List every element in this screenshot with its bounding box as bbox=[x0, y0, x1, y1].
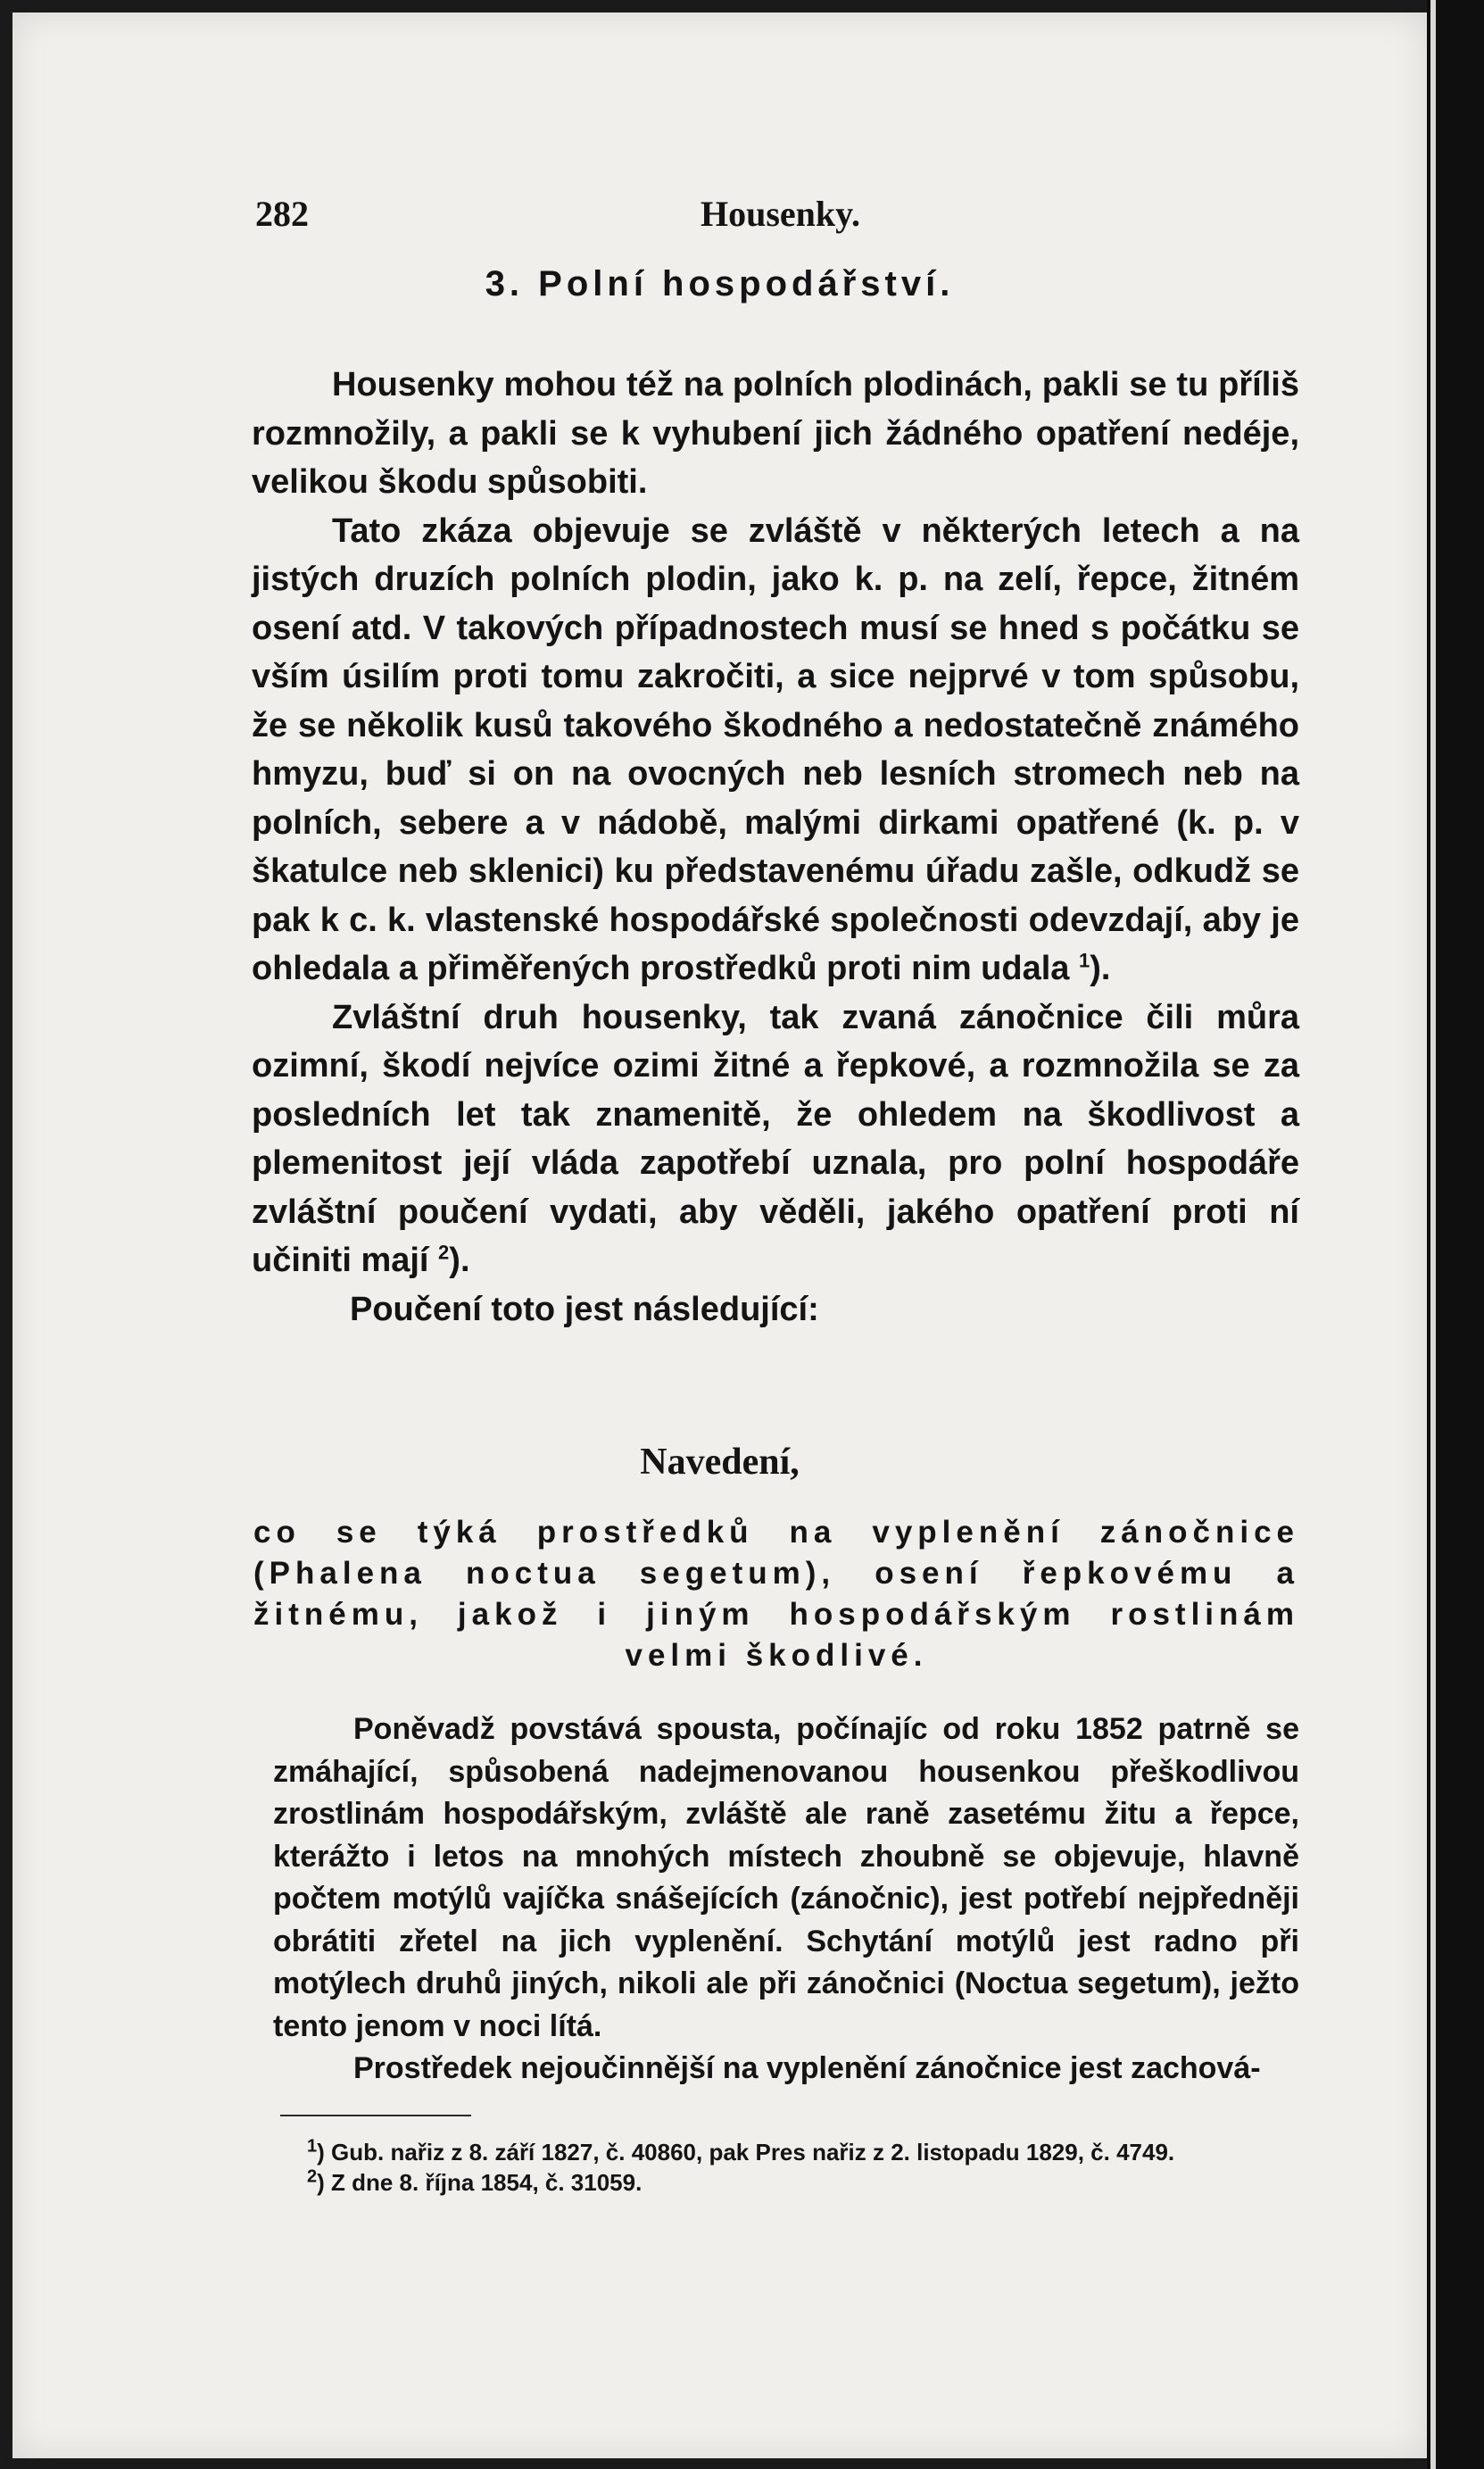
footnote-mark: 2 bbox=[438, 1241, 450, 1264]
main-text bbox=[252, 361, 1299, 1334]
footnotes bbox=[280, 2137, 1299, 2198]
instruction-text bbox=[273, 1708, 1299, 2091]
paragraph: Prostředek nejoučinnější na vyplenění zánočnice jest zachová- bbox=[353, 2051, 1261, 2085]
page-number: 282 bbox=[255, 194, 309, 234]
paragraph: Housenky mohou též na polních plodinách, pakli se tu příliš rozmnožily, a pakli se k vyhubení jich žádného opatření nedéje, velikou škodu spůsobiti. bbox=[252, 366, 1299, 501]
page-header bbox=[255, 193, 1299, 237]
footnote: $^1$) Gub. nařiz z 8. září 1827, č. 40860, pak Pres nařiz z 2. listopadu 1829, č. 4749. bbox=[307, 2136, 1175, 2166]
section-title: 3. Polní hospodářství. bbox=[485, 264, 955, 303]
running-title: Housenky. bbox=[701, 194, 860, 234]
paragraph: Zvláštní druh housenky, tak zvaná zánočnice čili můra ozimní, škodí nejvíce ozimi žitné a řepkové, a rozmnožila se za posledních let tak znamenitě, že ohledem na škodlivost a plemenitost její vláda zapotřebí uznala, pro polní hospodáře zvláštní poučení vydati, aby věděli, jakého opatření proti ní učiniti mají $^2$). bbox=[252, 998, 1299, 1279]
next-page-edge bbox=[1430, 0, 1436, 2469]
book-page bbox=[12, 12, 1427, 2458]
footnote-number: 2 bbox=[307, 2166, 318, 2187]
footnote-divider bbox=[280, 2115, 471, 2116]
paragraph: Poučení toto jest následující: bbox=[350, 1290, 819, 1328]
footnote-mark: 1 bbox=[1079, 949, 1090, 972]
paragraph: Poněvadž povstává spousta, počínajíc od roku 1852 patrně se zmáhající, spůsobená nadejmenovanou housenkou přeškodlivou zrostlinám hospodářským, zvláště ale raně zasetému žitu a řepce, kterážto i letos na mnohých místech zhoubně se objevuje, hlavně počtem motýlů vajíčka snášejících (zánočnic), jest potřebí nejpředněji obrátiti zřetel na jich vyplenění. Schytání motýlů jest radno při motýlech druhů jiných, nikoli ale při zánočnici (Noctua segetum), ježto tento jenom v noci lítá. bbox=[273, 1712, 1299, 2043]
footnote-number: 1 bbox=[307, 2136, 318, 2157]
footnote: $^2$) Z dne 8. října 1854, č. 31059. bbox=[307, 2166, 643, 2196]
subheading: Navedení, bbox=[640, 1442, 800, 1483]
paragraph: Tato zkáza objevuje se zvláště v některých letech a na jistých druzích polních plodin, jako k. p. na zelí, řepce, žitném osení atd. V takových případnostech musí se hned s počátku se vším úsilím proti tomu zakročiti, a sice nejprvé v tom spůsobu, že se několik kusů takového škodného a nedostatečně známého hmyzu, buď si on na ovocných neb lesních stromech neb na polních, sebere a v nádobě, malými dirkami opatřené (k. p. v škatulce neb sklenici) ku představenému úřadu zašle, odkudž se pak k c. k. vlastenské hospodářské společnosti odevzdají, aby je ohledala a přiměřených prostředků proti nim udala $^1$). bbox=[252, 511, 1299, 987]
scan-edge bbox=[1427, 0, 1484, 2469]
subtitle: co se týká prostředků na vyplenění zánočnice (Phalena noctua segetum), osení řepkovému a žitnému, jakož i jiným hospodářským rostlinám velmi škodlivé. bbox=[253, 1515, 1299, 1673]
